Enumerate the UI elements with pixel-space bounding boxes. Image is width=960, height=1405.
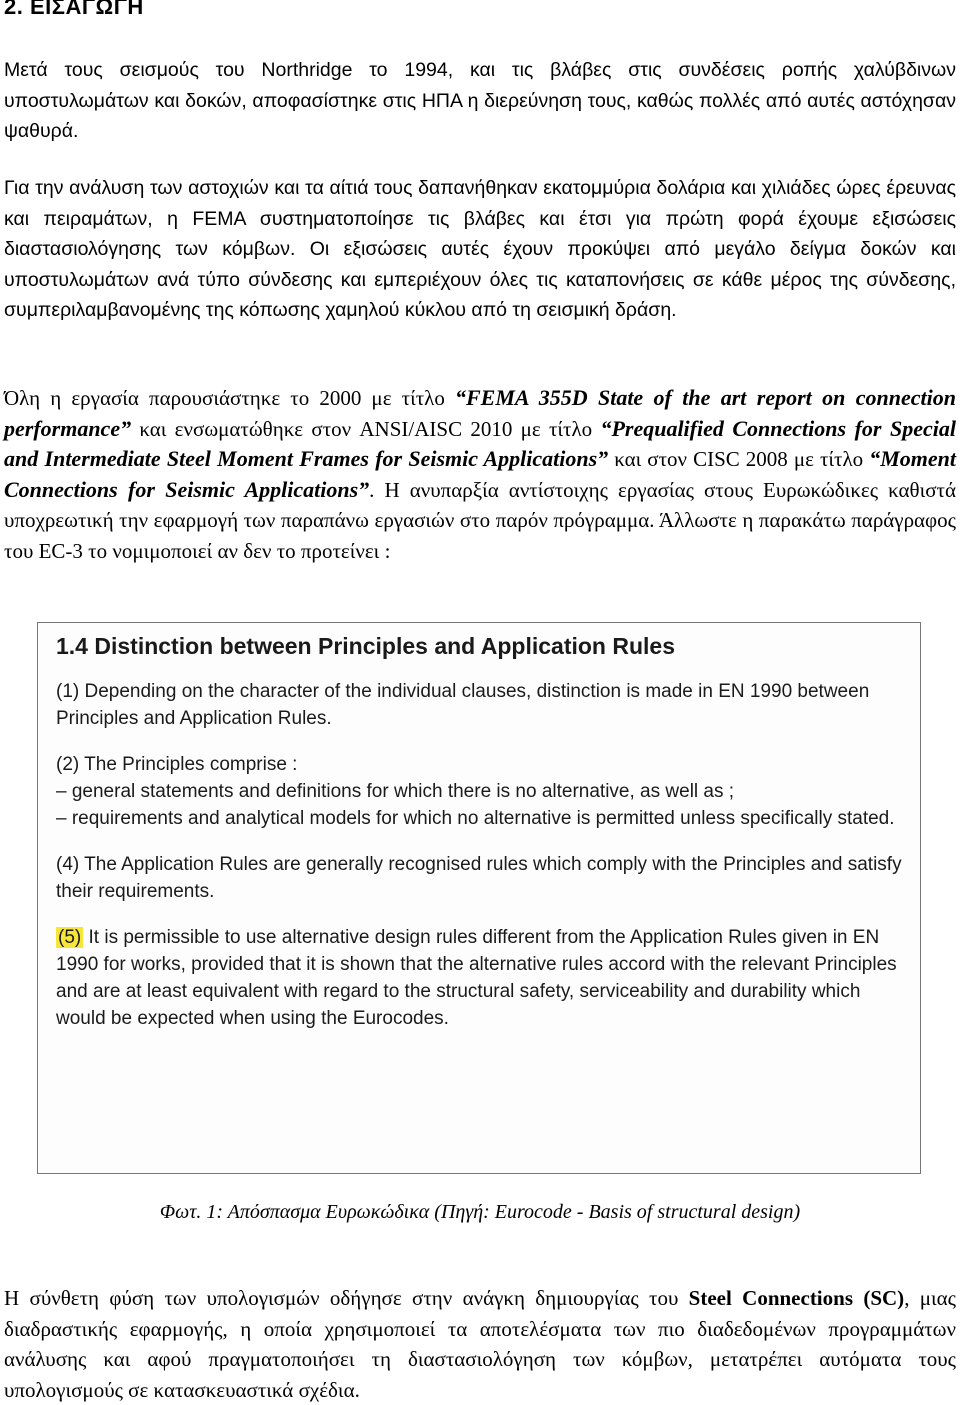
text-run: Η σύνθετη φύση των υπολογισμών οδήγησε στην ανάγκη δημιουργίας του: [4, 1286, 689, 1310]
paragraph-northridge: Μετά τους σεισμούς του Northridge το 1994, και τις βλάβες στις συνδέσεις ροπής χαλύβδινων υποστυλωμάτων και δοκών, αποφασίστηκε στις ΗΠΑ η διερεύνηση τους, καθώς πολλές από αυτές αστόχησαν ψαθυρά.: [4, 59, 956, 142]
paragraph-fema-analysis: Για την ανάλυση των αστοχιών και τα αίτιά τους δαπανήθηκαν εκατομμύρια δολάρια και χιλιάδες ώρες έρευνας και πειραμάτων, η FEMA συστηματοποίησε τις βλάβες και έτσι για πρώτη φορά έχουμε εξισώσεις διαστασιολόγησης των κόμβων. Οι εξισώσεις αυτές έχουν προκύψει από μεγάλο δείγμα δοκών και υποστυλωμάτων ανά τύπο σύνδεσης και εμπεριέχουν όλες τις καταπονήσεις σε κάθε μέρος της σύνδεσης, συμπεριλαμβανομένης της κόπωσης χαμηλού κύκλου από τη σεισμική δράση.: [4, 177, 956, 321]
app-name: Steel Connections: [688, 1286, 853, 1310]
text-run: [853, 1286, 863, 1310]
figure-caption: Φωτ. 1: Απόσπασμα Ευρωκώδικα (Πηγή: Eurocode - Basis of structural design): [159, 1201, 801, 1223]
figure-clause-5-text: It is permissible to use alternative design rules different from the Application Rules given in EN 1990 for works, provided that it is shown that the alternative rules accord with the relevant Principles and are at least equivalent with regard to the structural safety, serviceability and durability which would be expected when using the Eurocodes.: [56, 927, 897, 1029]
text-run: και στον CISC 2008 με τίτλο: [608, 447, 870, 471]
text-run: Όλη η εργασία παρουσιάστηκε το 2000 με τίτλο: [4, 386, 455, 410]
figure-title: 1.4 Distinction between Principles and Application Rules: [56, 633, 675, 659]
paragraph-steel-connections: [4, 1283, 956, 1405]
title-moment-connections: “Moment Connections for Seismic Applications”: [4, 446, 956, 502]
app-abbreviation: (SC): [863, 1286, 905, 1310]
figure-clause-2-item: – general statements and definitions for which there is no alternative, as well as ;: [56, 781, 735, 802]
text-run: και ενσωματώθηκε στον ANSI/AISC 2010 με τίτλο: [131, 416, 601, 441]
eurocode-excerpt-figure: [37, 622, 921, 1174]
figure-content: [56, 633, 904, 1051]
title-fema-355d: “FEMA 355D State of the art report on connection performance”: [4, 385, 956, 441]
figure-clause-1: (1) Depending on the character of the individual clauses, distinction is made in EN 1990 between Principles and Application Rules.: [56, 681, 870, 729]
figure-clause-5: [56, 924, 904, 1032]
figure-clause-2-label: (2) The Principles comprise :: [56, 754, 298, 775]
title-prequalified-connections: “Prequalified Connections for Special and Intermediate Steel Moment Frames for Seismic Applications”: [4, 415, 956, 471]
section-heading: 2. ΕΙΣΑΓΩΓΗ: [4, 0, 144, 19]
paragraph-standards: [4, 383, 956, 566]
text-run: , μιας διαδραστικής εφαρμογής, η οποία χρησιμοποιεί τα αποτελέσματα των πιο διαδεδομένων προγραμμάτων ανάλυσης και αφού πραγματοποιήσει τη διαστασιολόγηση των κόμβων, μετατρέπει αυτόματα τους υπολογισμούς σε κατασκευαστικά σχέδια.: [4, 1286, 956, 1402]
figure-clause-4: (4) The Application Rules are generally recognised rules which comply with the Principles and satisfy their requirements.: [56, 854, 902, 902]
figure-clause-2-item: – requirements and analytical models for which no alternative is permitted unless specifically stated.: [56, 808, 895, 829]
highlight-clause-number: (5): [58, 927, 82, 948]
text-run: . Η ανυπαρξία αντίστοιχης εργασίας στους Ευρωκώδικες καθιστά υποχρεωτική την εφαρμογή των παραπάνω εργασιών στο παρόν πρόγραμμα. Άλλωστε η παρακάτω παράγραφος του EC-3 το νομιμοποιεί αν δεν το προτείνει :: [4, 477, 956, 563]
